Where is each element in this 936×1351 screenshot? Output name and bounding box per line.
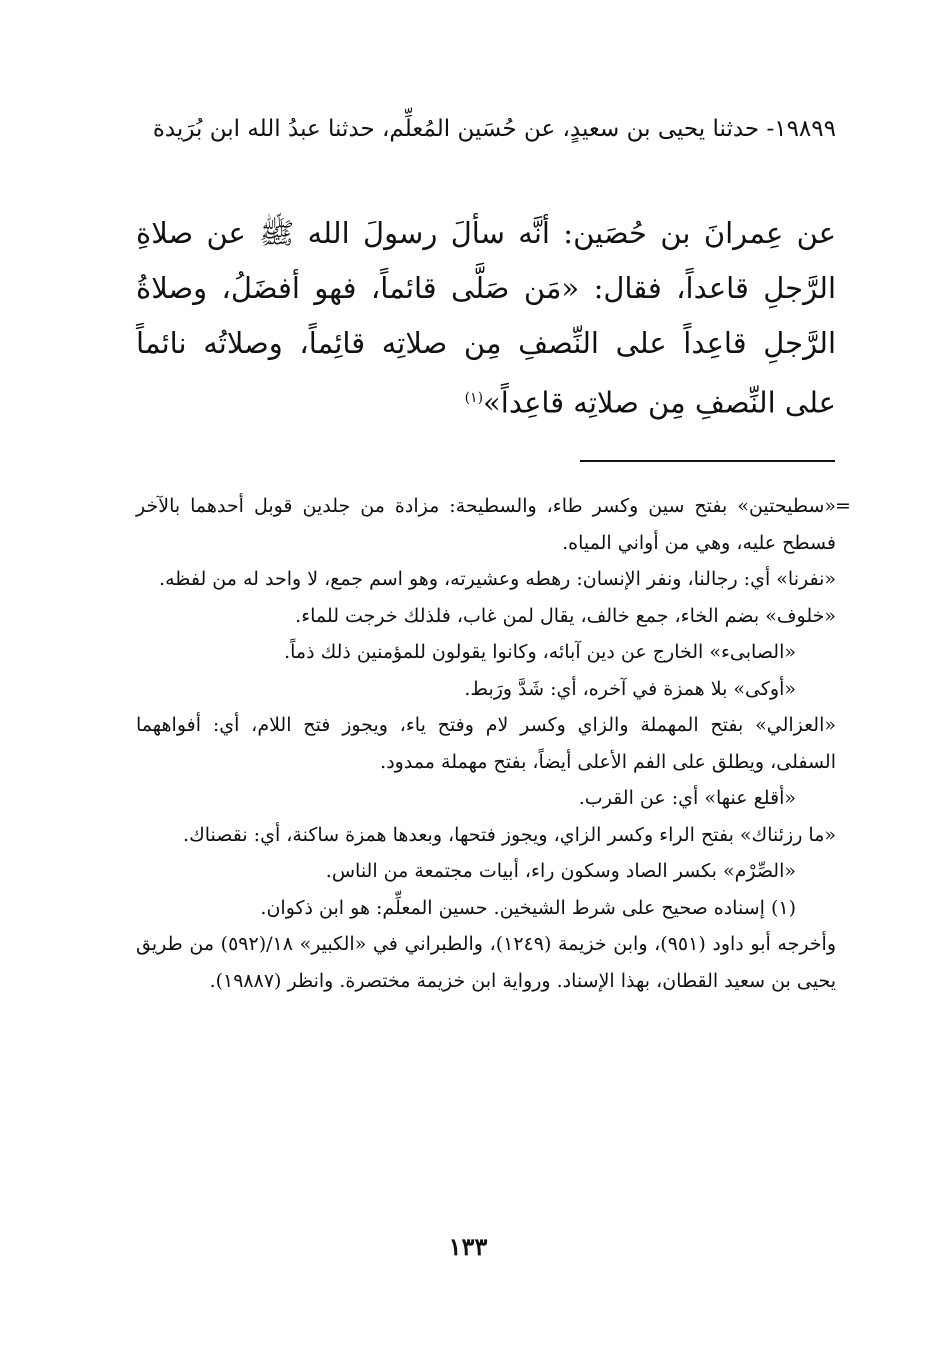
footnote-note: «أقلع عنها» أي: عن القرب.: [578, 787, 796, 809]
footnote-reference: (١): [464, 390, 484, 406]
footnote-note: «سطيحتين» بفتح سين وكسر طاء، والسطيحة: مزادة من جلدين قوبل أحدهما بالآخر فسطح عليه، وهي من أواني المياه.: [136, 495, 836, 554]
hadith-matn: [136, 206, 836, 431]
footnote-source: وأخرجه أبو داود (٩٥١)، وابن خزيمة (١٢٤٩)، والطبراني في «الكبير» ١٨/(٥٩٢) من طريق يحيى بن سعيد القطان، بهذا الإسناد. ورواية ابن خزيمة مختصرة. وانظر (١٩٨٨٧).: [136, 933, 836, 992]
hadith-isnad: ١٩٨٩٩- حدثنا يحيى بن سعيدٍ، عن حُسَين المُعلِّم، حدثنا عبدُ الله ابن بُرَيدة: [152, 116, 836, 142]
continuation-mark: =: [835, 495, 851, 517]
footnote-note: «ما رزئناك» بفتح الراء وكسر الزاي، ويجوز فتحها، وبعدها همزة ساكنة، أي: نقصناك.: [183, 823, 836, 846]
footnote-note: «نفرنا» أي: رجالنا، ونفر الإنسان: رهطه وعشيرته، وهو اسم جمع، لا واحد له من لفظه.: [159, 568, 836, 590]
footnotes: [136, 488, 836, 999]
footnote-note: «أوكى» بلا همزة في آخره، أي: شَدَّ ورَبط.: [464, 677, 796, 700]
page-number: ١٣٣: [448, 1232, 488, 1261]
footnote-separator: [580, 460, 835, 462]
hadith-text: عن عِمرانَ بن حُصَين: أنَّه سألَ رسولَ الله ﷺ عن صلاةِ الرَّجلِ قاعداً، فقال: «مَن صَلَّى قائماً، فهو أفضَلُ، وصلاةُ الرَّجلِ قاعِداً على النِّصفِ مِن صلاتِه قائِماً، وصلاتُه نائماً على النِّصفِ مِن صلاتِه قاعِداً»: [136, 216, 836, 420]
footnote-note: «العزالي» بفتح المهملة والزاي وكسر لام وفتح ياء، ويجوز فتح اللام، أي: أفواههما السفلى، ويطلق على الفم الأعلى أيضاً، بفتح مهملة ممدود.: [136, 714, 836, 773]
footnote-note: «خلوف» بضم الخاء، جمع خالف، يقال لمن غاب، فلذلك خرجت للماء.: [295, 604, 836, 627]
footnote-note: «الصابىء» الخارج عن دين آبائه، وكانوا يقولون للمؤمنين ذلك ذماً.: [284, 641, 796, 663]
footnote-source: (١) إسناده صحيح على شرط الشيخين. حسين المعلِّم: هو ابن ذكوان.: [260, 896, 796, 919]
footnote-note: «الصِّرْم» بكسر الصاد وسكون راء، أبيات مجتمعة من الناس.: [325, 860, 796, 882]
